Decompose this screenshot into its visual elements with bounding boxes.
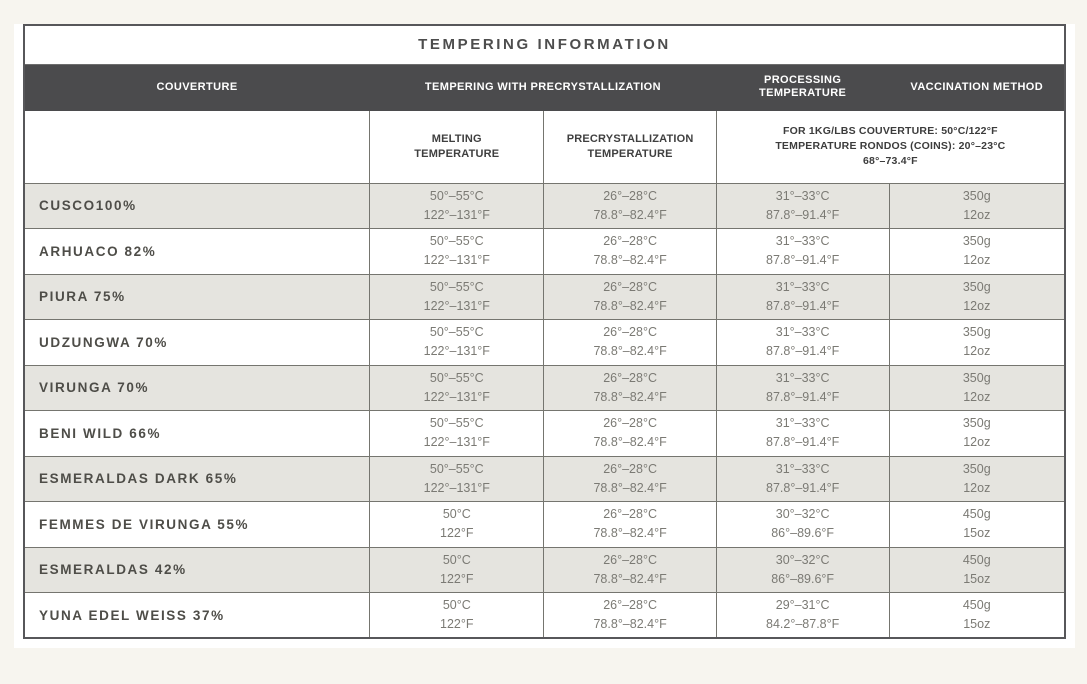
value-line: 50°C (442, 507, 471, 522)
value-line: 350g (962, 279, 991, 294)
value-line: 78.8°–82.4°F (593, 344, 667, 359)
couverture-note (716, 110, 1065, 183)
melting-temperature-cell (370, 229, 544, 275)
value-line: 15oz (963, 526, 991, 541)
couverture-name-cell (24, 320, 370, 366)
melting-subheader-line-2: TEMPERATURE (414, 147, 500, 160)
vaccination-method-cell (889, 411, 1065, 457)
value-line: 31°–33°C (775, 234, 830, 249)
vaccination-method-cell (889, 229, 1065, 275)
melting-subheader-line-1: MELTING (431, 132, 482, 145)
value-line: 31°–33°C (775, 370, 830, 385)
precrystallization-temperature-cell (544, 502, 716, 548)
value-line: 31°–33°C (775, 325, 830, 340)
couverture-name-cell (24, 411, 370, 457)
value-line: 122°F (440, 571, 474, 586)
couverture-name-cell (24, 365, 370, 411)
value-line: 350g (962, 416, 991, 431)
table-row (24, 320, 1065, 366)
value-line: 26°–28°C (603, 598, 657, 612)
table-row (24, 593, 1065, 639)
processing-temperature-cell (716, 365, 889, 411)
table-row (24, 411, 1065, 457)
vaccination-column-header: VACCINATION METHOD (889, 64, 1065, 110)
processing-header-line-2: TEMPERATURE (758, 87, 847, 99)
couverture-label: YUNA EDEL WEISS 37% (39, 607, 225, 623)
value-line: 12oz (963, 344, 991, 359)
couverture-name-cell (24, 456, 370, 502)
couverture-label: FEMMES DE VIRUNGA 55% (39, 516, 250, 532)
value-line: 84.2°–87.8°F (766, 617, 840, 631)
processing-header-line-1: PROCESSING (763, 74, 842, 86)
couverture-name-cell (24, 183, 370, 229)
value-line: 78.8°–82.4°F (593, 298, 667, 313)
value-line: 15oz (963, 617, 991, 631)
processing-temperature-cell (716, 502, 889, 548)
value-line: 450g (962, 598, 991, 612)
couverture-column-header: COUVERTURE (24, 64, 370, 110)
precrystallization-subheader-line-1: PRECRYSTALLIZATION (566, 132, 694, 145)
value-line: 50°C (442, 552, 471, 567)
value-line: 78.8°–82.4°F (593, 480, 667, 495)
value-line: 12oz (963, 207, 991, 222)
processing-temperature-cell (716, 456, 889, 502)
value-line: 78.8°–82.4°F (593, 253, 667, 268)
couverture-note-line-3: 68°–73.4°F (862, 155, 918, 167)
precrystallization-temperature-cell (544, 411, 716, 457)
value-line: 86°–89.6°F (771, 526, 835, 541)
value-line: 12oz (963, 480, 991, 495)
value-line: 350g (962, 370, 991, 385)
value-line: 78.8°–82.4°F (593, 435, 667, 450)
value-line: 78.8°–82.4°F (593, 571, 667, 586)
processing-column-header (716, 64, 889, 110)
table-head-section (24, 25, 1065, 183)
value-line: 12oz (963, 298, 991, 313)
value-line: 31°–33°C (775, 416, 830, 431)
value-line: 122°F (440, 617, 474, 631)
processing-temperature-cell (716, 411, 889, 457)
value-line: 87.8°–91.4°F (766, 298, 840, 313)
precrystallization-temperature-cell (544, 183, 716, 229)
value-line: 350g (962, 461, 991, 476)
processing-temperature-cell (716, 229, 889, 275)
couverture-note-line-2: TEMPERATURE RONDOS (COINS): 20°–23°C (775, 140, 1006, 152)
couverture-name-cell (24, 547, 370, 593)
vaccination-method-cell (889, 274, 1065, 320)
value-line: 122°–131°F (423, 253, 490, 268)
processing-temperature-cell (716, 593, 889, 639)
value-line: 26°–28°C (603, 370, 657, 385)
value-line: 122°–131°F (423, 344, 490, 359)
table-row (24, 274, 1065, 320)
value-line: 30°–32°C (775, 552, 830, 567)
couverture-label: PIURA 75% (39, 289, 126, 305)
melting-temperature-cell (370, 456, 544, 502)
precrystallization-subheader (544, 110, 716, 183)
value-line: 87.8°–91.4°F (766, 344, 840, 359)
melting-temperature-cell (370, 320, 544, 366)
couverture-name-cell (24, 274, 370, 320)
value-line: 15oz (963, 571, 991, 586)
couverture-label: BENI WILD 66% (39, 425, 162, 441)
couverture-label: ARHUACO 82% (39, 243, 157, 259)
value-line: 350g (962, 325, 991, 340)
melting-temperature-cell (370, 183, 544, 229)
value-line: 87.8°–91.4°F (766, 207, 840, 222)
value-line: 122°–131°F (423, 389, 490, 404)
value-line: 78.8°–82.4°F (593, 207, 667, 222)
melting-temperature-cell (370, 502, 544, 548)
value-line: 450g (962, 552, 991, 567)
table-row (24, 229, 1065, 275)
value-line: 78.8°–82.4°F (593, 617, 667, 631)
sub-header-row (24, 110, 1065, 183)
vaccination-method-cell (889, 593, 1065, 639)
value-line: 26°–28°C (603, 279, 657, 294)
value-line: 122°–131°F (423, 480, 490, 495)
value-line: 50°–55°C (429, 370, 484, 385)
vaccination-method-cell (889, 456, 1065, 502)
precrystallization-temperature-cell (544, 456, 716, 502)
title-row (24, 25, 1065, 64)
value-line: 26°–28°C (603, 507, 657, 522)
vaccination-method-cell (889, 547, 1065, 593)
tempering-column-header: TEMPERING WITH PRECRYSTALLIZATION (370, 64, 717, 110)
couverture-name-cell (24, 502, 370, 548)
value-line: 122°–131°F (423, 207, 490, 222)
precrystallization-temperature-cell (544, 593, 716, 639)
processing-temperature-cell (716, 320, 889, 366)
melting-temperature-cell (370, 274, 544, 320)
couverture-label: UDZUNGWA 70% (39, 334, 168, 350)
couverture-label: ESMERALDAS DARK 65% (39, 471, 238, 487)
value-line: 50°–55°C (429, 188, 484, 203)
couverture-name-cell (24, 229, 370, 275)
precrystallization-temperature-cell (544, 274, 716, 320)
value-line: 26°–28°C (603, 325, 657, 340)
vaccination-method-cell (889, 320, 1065, 366)
precrystallization-temperature-cell (544, 547, 716, 593)
vaccination-method-cell (889, 183, 1065, 229)
value-line: 87.8°–91.4°F (766, 253, 840, 268)
value-line: 12oz (963, 435, 991, 450)
value-line: 50°–55°C (429, 325, 484, 340)
melting-temperature-cell (370, 547, 544, 593)
value-line: 78.8°–82.4°F (593, 526, 667, 541)
value-line: 50°–55°C (429, 416, 484, 431)
table-title: TEMPERING INFORMATION (24, 25, 1065, 64)
value-line: 50°–55°C (429, 234, 484, 249)
value-line: 12oz (963, 389, 991, 404)
couverture-name-cell (24, 593, 370, 639)
value-line: 12oz (963, 253, 991, 268)
table-body (24, 183, 1065, 638)
table-row (24, 502, 1065, 548)
precrystallization-subheader-line-2: TEMPERATURE (587, 147, 673, 160)
value-line: 26°–28°C (603, 234, 657, 249)
value-line: 31°–33°C (775, 279, 830, 294)
processing-temperature-cell (716, 183, 889, 229)
column-header-row (24, 64, 1065, 110)
value-line: 31°–33°C (775, 188, 830, 203)
empty-subheader-cell (24, 110, 370, 183)
couverture-label: VIRUNGA 70% (39, 380, 150, 396)
vaccination-method-cell (889, 502, 1065, 548)
table-row (24, 183, 1065, 229)
value-line: 87.8°–91.4°F (766, 435, 840, 450)
value-line: 50°C (442, 598, 471, 612)
precrystallization-temperature-cell (544, 365, 716, 411)
value-line: 87.8°–91.4°F (766, 389, 840, 404)
precrystallization-temperature-cell (544, 229, 716, 275)
value-line: 26°–28°C (603, 552, 657, 567)
value-line: 450g (962, 507, 991, 522)
value-line: 122°F (440, 526, 474, 541)
table-row (24, 456, 1065, 502)
value-line: 78.8°–82.4°F (593, 389, 667, 404)
value-line: 122°–131°F (423, 435, 490, 450)
couverture-label: CUSCO100% (39, 198, 137, 214)
value-line: 29°–31°C (775, 598, 830, 612)
value-line: 87.8°–91.4°F (766, 480, 840, 495)
tempering-table (23, 24, 1066, 639)
tempering-card (14, 24, 1075, 648)
value-line: 26°–28°C (603, 461, 657, 476)
value-line: 350g (962, 188, 991, 203)
value-line: 30°–32°C (775, 507, 830, 522)
value-line: 50°–55°C (429, 461, 484, 476)
table-row (24, 547, 1065, 593)
vaccination-method-cell (889, 365, 1065, 411)
value-line: 26°–28°C (603, 416, 657, 431)
processing-temperature-cell (716, 274, 889, 320)
couverture-label: ESMERALDAS 42% (39, 562, 187, 578)
couverture-note-line-1: FOR 1KG/LBS COUVERTURE: 50°C/122°F (783, 125, 998, 137)
value-line: 26°–28°C (603, 188, 657, 203)
melting-temperature-cell (370, 365, 544, 411)
melting-temperature-cell (370, 411, 544, 457)
value-line: 31°–33°C (775, 461, 830, 476)
processing-temperature-cell (716, 547, 889, 593)
value-line: 50°–55°C (429, 279, 484, 294)
value-line: 350g (962, 234, 991, 249)
precrystallization-temperature-cell (544, 320, 716, 366)
table-row (24, 365, 1065, 411)
value-line: 122°–131°F (423, 298, 490, 313)
melting-temperature-cell (370, 593, 544, 639)
melting-subheader (370, 110, 544, 183)
value-line: 86°–89.6°F (771, 571, 835, 586)
